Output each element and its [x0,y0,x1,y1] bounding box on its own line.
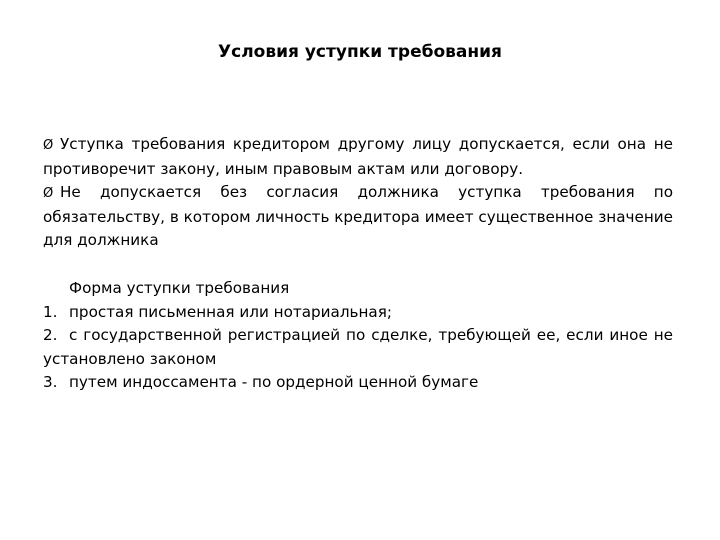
arrow-bullet-icon: Ø [43,138,54,153]
list-item-text: простая письменная или нотариальная; [69,302,392,321]
bullet-paragraph [43,181,673,253]
list-item-number: 3. [43,373,58,392]
slide-body [43,133,673,395]
form-heading: Форма уступки требования [69,278,290,297]
list-item-number: 2. [43,326,58,345]
slide-title: Условия уступки требования [218,42,502,62]
bullet-text: Уступка требования кредитором другому лицу допускается, если она не противоречит закону, иным правовым актам или договору. [43,135,673,178]
bullet-text: Не допускается без согласия должника уступка требования по обязательству, в котором личность кредитора имеет существенное значение для должника [43,183,673,250]
list-item [43,324,673,371]
arrow-bullet-icon: Ø [43,186,54,202]
spacer [43,253,673,277]
list-item-number: 1. [43,302,58,321]
bullet-paragraph [43,133,673,181]
list-item-text: путем индоссамента - по ордерной ценной бумаге [69,373,479,392]
list-item [43,371,673,395]
list-item-text: с государственной регистрацией по сделке, требующей ее, если иное не установлено законом [43,326,673,368]
list-item [43,301,673,325]
